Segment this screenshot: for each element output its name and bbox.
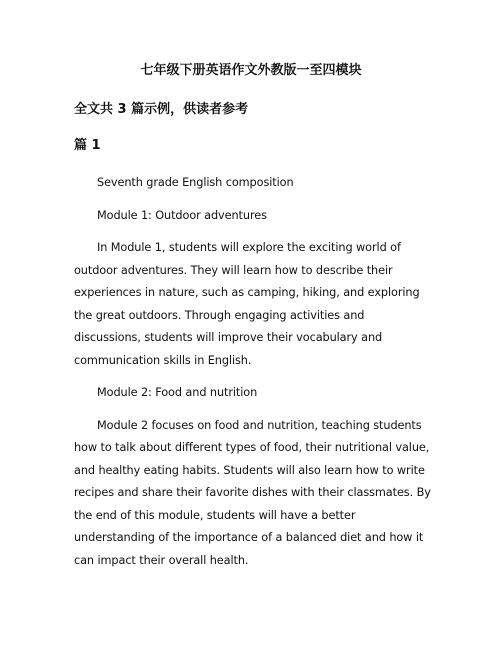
paragraph: Module 2: Food and nutrition [97,386,258,399]
paragraph: Seventh grade English composition [97,176,294,189]
paragraph: Module 2 focuses on food and nutrition, teaching students how to talk about different types of food, their nutritional value, and healthy eating habits. Students will also learn how to write recipes and share their favorite dishes with their classmates. By the end of this module, students will have a better understanding of the importance of a balanced diet and how it can impact their overall health. [74,418,431,567]
document-title: 七年级下册英语作文外教版一至四模块 [140,63,362,78]
document-body [74,172,434,582]
paragraph: Module 1: Outdoor adventures [97,208,267,222]
document-subtitle: 全文共 3 篇示例，供读者参考 [74,102,249,117]
paragraph: In Module 1, students will explore the exciting world of outdoor adventures. They will learn how to describe their experiences in nature, such as camping, hiking, and exploring the great outdoors. Through engaging activities and discussions, students will improve their vocabulary and communication skills in English. [74,241,420,367]
section-heading: 篇 1 [74,138,101,153]
